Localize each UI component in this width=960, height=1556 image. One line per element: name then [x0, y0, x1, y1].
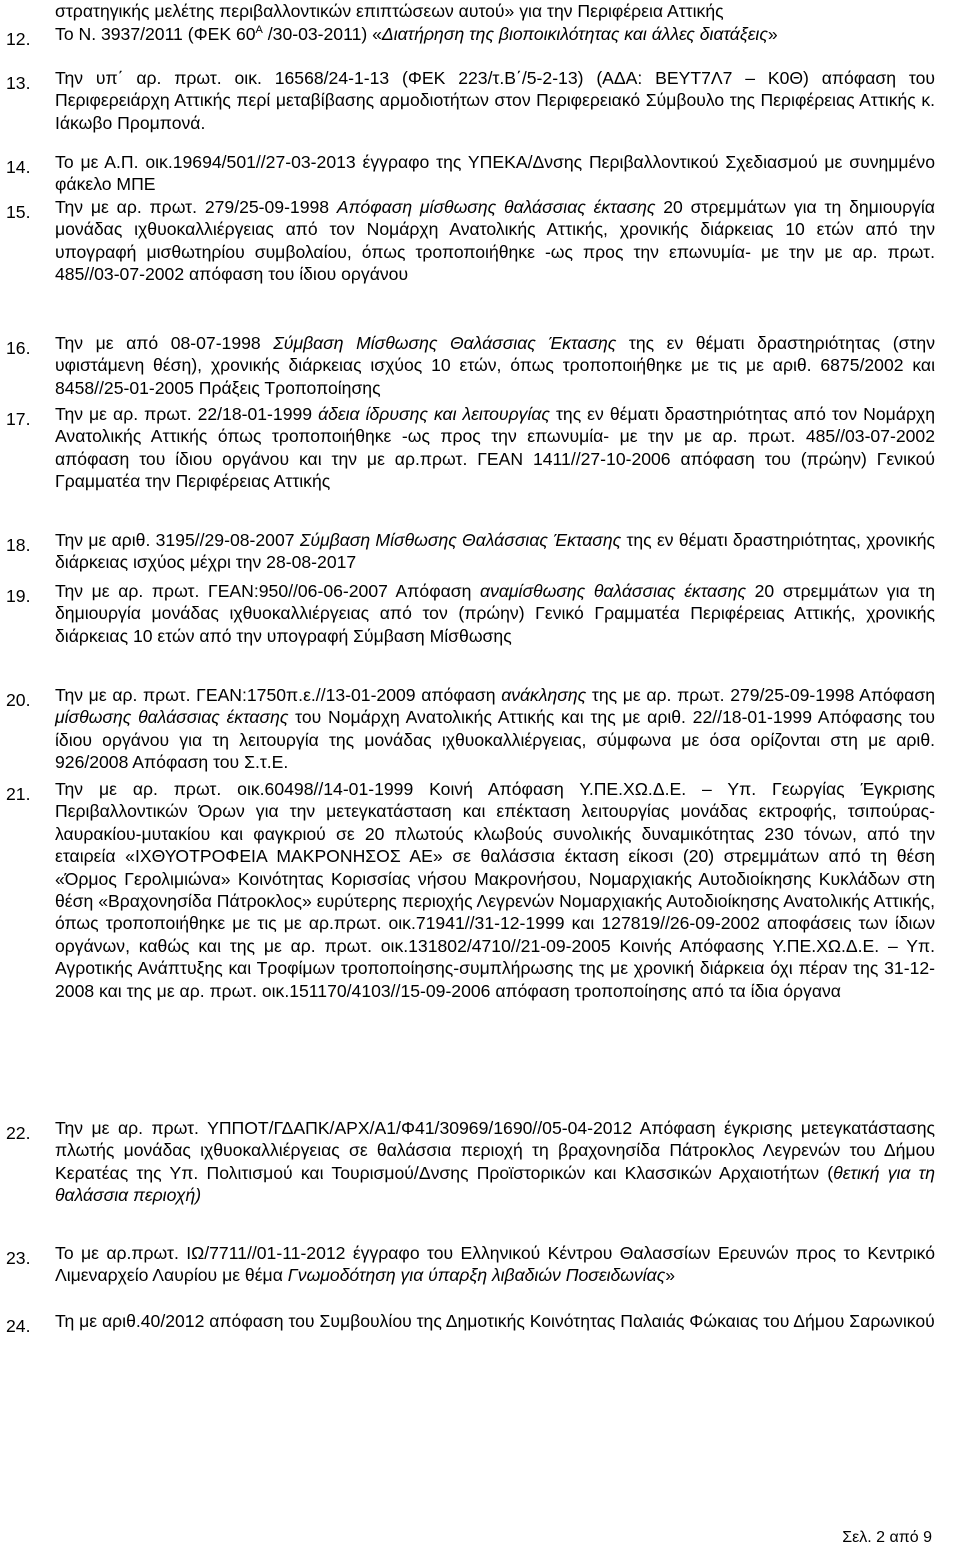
- item-number: 18.: [6, 535, 31, 555]
- item-text: [55, 1310, 935, 1332]
- text-run: »: [665, 1265, 676, 1286]
- text-run: Την με από 08-07-1998: [55, 333, 274, 353]
- italic-text: Γνωμοδότηση για ύπαρξη λιβαδιών Ποσειδωνίας: [287, 1265, 666, 1286]
- text-run: της εν θέματι δραστηριότητας, χρονικής διάρκειας ισχύος μέχρι την 28-08-2017: [55, 530, 935, 573]
- item-number: 19.: [6, 586, 31, 606]
- italic-text: Σύμβαση Μίσθωσης Θαλάσσιας Έκτασης: [273, 333, 617, 353]
- text-run: του Νομάρχη Ανατολικής Αττικής και της με αριθ. 22//18-01-1999 Απόφασης του ίδιου οργάνου για τη λειτουργία της μονάδας ιχθυοκαλλιέργειας, σύμφωνα με όσα ορίζονται στη με αριθ. 926/2008 Απόφαση του Σ.τ.Ε.: [55, 707, 935, 773]
- text-run: Την με αρ. πρωτ. ΓΕΑΝ:1750π.ε.//13-01-2009 απόφαση: [55, 685, 502, 705]
- text-run: »: [767, 24, 778, 44]
- italic-text: ανάκλησης: [501, 685, 587, 705]
- text-run: Την υπ΄ αρ. πρωτ. οικ. 16568/24-1-13 (ΦΕΚ 223/τ.Β΄/5-2-13) (ΑΔΑ: ΒΕΥΤ7Λ7 – Κ0Θ) απόφαση του Περιφερειάρχη Αττικής περί μεταβίβασης αρμοδιοτήτων στον Περιφερειακό Σύμβουλο της Περιφέρειας Αττικής κ. Ιάκωβο Προμπονά.: [55, 68, 935, 133]
- text-run: Την με αρ. πρωτ. ΓΕΑΝ:950//06-06-2007 Απόφαση: [55, 581, 481, 601]
- item-text: [55, 1117, 935, 1207]
- text-run: της με αρ. πρωτ. 279/25-09-1998 Απόφαση: [586, 685, 935, 705]
- item-text: [55, 196, 935, 286]
- item-number: 17.: [6, 409, 31, 429]
- item-number: 20.: [6, 690, 31, 710]
- text-run: Το με αρ.πρωτ. ΙΩ/7711//01-11-2012 έγγραφο του Ελληνικού Κέντρου Θαλασσίων Ερευνών προς το Κεντρικό Λιμεναρχείο Λαυρίου με θέμα: [55, 1243, 935, 1286]
- item-text: [55, 151, 935, 196]
- item-number: 15.: [6, 202, 31, 222]
- page-number: Σελ. 2 από 9: [842, 1529, 932, 1546]
- text-run: Την με αρ. πρωτ. 22/18-01-1999: [55, 404, 319, 424]
- item-number: 22.: [6, 1123, 31, 1143]
- item-number: 13.: [6, 73, 31, 93]
- italic-text: θετική για τη θαλάσσια περιοχή): [55, 1162, 935, 1206]
- italic-text: άδεια ίδρυσης και λειτουργίας: [318, 404, 550, 424]
- text-run: Το Ν. 3937/2011 (ΦΕΚ 60: [55, 24, 256, 44]
- text-run: Το με Α.Π. οικ.19694/501//27-03-2013 έγγραφο της ΥΠΕΚΑ/Δνσης Περιβαλλοντικού Σχεδιασμού με συνημμένο φάκελο ΜΠΕ: [55, 152, 935, 195]
- item-number: 16.: [6, 338, 31, 358]
- item-text: [55, 684, 935, 774]
- item-text: [55, 1242, 935, 1287]
- text-run: Την με αρ. πρωτ. ΥΠΠΟΤ/ΓΔΑΠΚ/ΑΡΧ/Α1/Φ41/30969/1690//05-04-2012 Απόφαση έγκρισης μετεγκατάστασης πλωτής μονάδας ιχθυοκαλλιέργειας σε θαλάσσια περιοχή τη βραχονησίδα Πάτροκλος Λεγρενών του Δήμου Κερατέας της Υπ. Πολιτισμού και Τουρισμού/Δνσης Προϊστορικών και Κλασσικών Αρχαιοτήτων (: [55, 1118, 935, 1183]
- italic-text: Απόφαση μίσθωσης θαλάσσιας έκτασης: [336, 197, 656, 217]
- item-number: 12.: [6, 29, 31, 49]
- continuation-line: στρατηγικής μελέτης περιβαλλοντικών επιπτώσεων αυτού» για την Περιφέρεια Αττικής: [55, 1, 724, 21]
- text-run: Τη με αριθ.40/2012 απόφαση του Συμβουλίου της Δημοτικής Κοινότητας Παλαιάς Φώκαιας του Δήμου Σαρωνικού: [55, 1311, 935, 1331]
- text-run: Την με αρ. πρωτ. οικ.60498//14-01-1999 Κοινή Απόφαση Υ.ΠΕ.ΧΩ.Δ.Ε. – Υπ. Γεωργίας Έγκρισης Περιβαλλοντικών Όρων για την μετεγκατάσταση και επέκταση λειτουργίας μονάδας εκτροφής, τσιπούρας-λαυρακίου-μυτακίου και φαγκριού σε 20 πλωτούς κλωβούς συνολικής δυναμικότητας 230 τόνων, από την εταιρεία «ΙΧΘΥΟΤΡΟΦΕΙΑ ΜΑΚΡΟΝΗΣΟΣ ΑΕ» σε θαλάσσια έκταση είκοσι (20) στρεμμάτων από τη θέση «Όρμος Γερολιμιώνα» Κοινότητας Κορισσίας νήσου Μακρονήσου, Νομαρχιακής Αυτοδιοίκησης Κυκλάδων στη θέση «Βραχονησίδα Πάτροκλος» ευρύτερης περιοχής Λεγρενών Νομαρχιακής Αυτοδιοίκησης Ανατολικής Αττικής, όπως τροποποιήθηκε με τις με αρ.πρωτ. οικ.71941//31-12-1999 και 127819//26-09-2002 αποφάσεις των ίδιων οργάνων, καθώς και της με αρ. πρωτ. οικ.131802/4710//21-09-2005 Κοινής Απόφασης Υ.ΠΕ.ΧΩ.Δ.Ε. – Υπ. Αγροτικής Ανάπτυξης και Τροφίμων τροποποίησης-συμπλήρωσης της με χρονική διάρκεια όχι πέραν της 31-12-2008 και της με αρ. πρωτ. οικ.151170/4103//15-09-2006 απόφαση τροποποίησης από τα ίδια όργανα: [55, 779, 935, 1001]
- italic-text: Διατήρηση της βιοποικιλότητας και άλλες διατάξεις: [381, 24, 768, 44]
- item-text: [55, 403, 935, 493]
- text-run: 20 στρεμμάτων για τη δημιουργία μονάδας ιχθυοκαλλιέργειας από τον Νομάρχη Ανατολικής Αττικής, χρονικής διάρκειας 10 ετών από την υπογραφή μισθωτηρίου συμβολαίου, όπως τροποποιήθηκε -ως προς την επωνυμία- με την με αρ. πρωτ. 485//03-07-2002 απόφαση του ίδιου οργάνου: [55, 197, 935, 285]
- text-run: Την με αριθ. 3195//29-08-2007: [55, 530, 300, 550]
- item-number: 23.: [6, 1248, 31, 1268]
- italic-text: Σύμβαση Μίσθωσης Θαλάσσιας Έκτασης: [299, 530, 622, 550]
- italic-text: αναμίσθωσης θαλάσσιας έκτασης: [480, 581, 747, 601]
- text-run: της εν θέματι δραστηριότητας (στην υφιστάμενη θέση), χρονικής διάρκειας ισχύος 10 ετών, όπως τροποποιήθηκε με τις με αριθ. 6875/2002 και 8458//25-01-2005 Πράξεις Τροποποίησης: [55, 333, 935, 398]
- item-number: 24.: [6, 1316, 31, 1336]
- item-text: [55, 778, 935, 1002]
- superscript-text: Α: [255, 24, 263, 37]
- text-run: /30-03-2011) «: [262, 24, 382, 44]
- item-text: [55, 580, 935, 647]
- text-run: Την με αρ. πρωτ. 279/25-09-1998: [55, 197, 337, 217]
- item-text: [55, 67, 935, 134]
- item-text: [55, 332, 935, 399]
- item-text: [55, 23, 935, 45]
- text-run: 20 στρεμμάτων για τη δημιουργία μονάδας ιχθυοκαλλιέργειας από τον (πρώην) Γενικό Γραμματέα Περιφέρειας Αττικής, χρονικής διάρκειας 10 ετών από την υπογραφή Σύμβαση Μίσθωσης: [55, 581, 936, 646]
- item-number: 21.: [6, 784, 31, 804]
- text-run: της εν θέματι δραστηριότητας από τον Νομάρχη Ανατολικής Αττικής όπως τροποποιήθηκε -ως προς την επωνυμία- με την με αρ. πρωτ. 485//03-07-2002 απόφαση του ίδιου οργάνου και την με αρ.πρωτ. ΓΕΑΝ 1411//27-10-2006 απόφαση του (πρώην) Γενικού Γραμματέα την Περιφέρειας Αττικής: [55, 404, 935, 492]
- italic-text: μίσθωσης θαλάσσιας έκτασης: [55, 707, 289, 728]
- item-number: 14.: [6, 157, 31, 177]
- item-text: [55, 529, 935, 574]
